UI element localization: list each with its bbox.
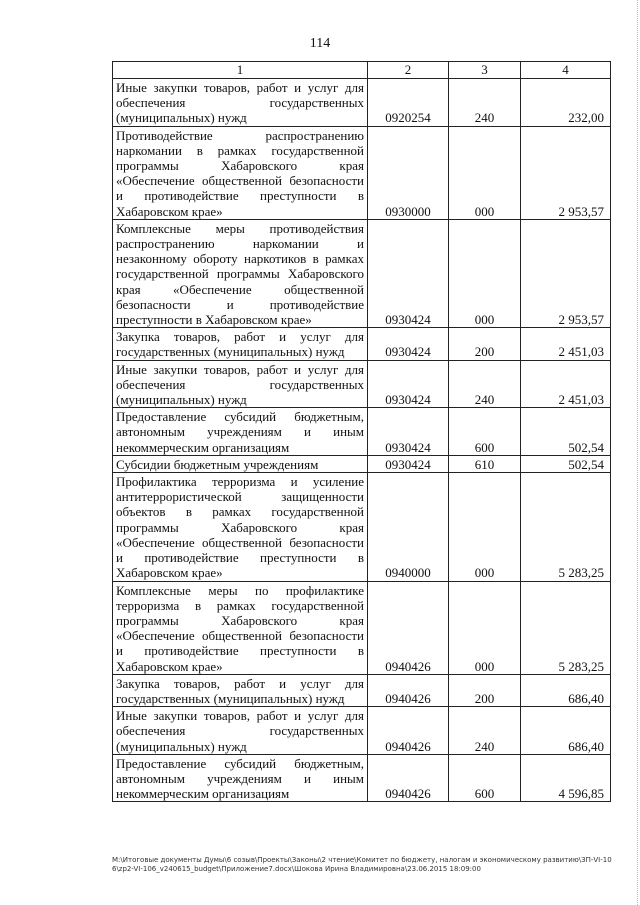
row-code-cell: 0930424 — [368, 219, 449, 327]
row-name-cell: Предоставление субсидий бюджетным, автономным учреждениям и иным некоммерческим организациям — [113, 408, 368, 456]
row-code-cell: 0940426 — [368, 707, 449, 755]
row-name-cell: Иные закупки товаров, работ и услуг для обеспечения государственных (муниципальных) нужд — [113, 707, 368, 755]
row-code-cell: 0940426 — [368, 674, 449, 706]
row-type-cell: 000 — [449, 219, 521, 327]
table-row — [113, 328, 611, 360]
row-name-cell: Иные закупки товаров, работ и услуг для обеспечения государственных (муниципальных) нужд — [113, 79, 368, 127]
row-type-cell: 240 — [449, 360, 521, 408]
row-type-cell: 000 — [449, 126, 521, 219]
row-type-cell: 000 — [449, 473, 521, 581]
row-amount-cell: 2 953,57 — [521, 219, 611, 327]
row-code-cell: 0940426 — [368, 754, 449, 802]
row-name-cell: Субсидии бюджетным учреждениям — [113, 455, 368, 472]
table-row — [113, 455, 611, 472]
table-row — [113, 674, 611, 706]
row-type-cell: 200 — [449, 674, 521, 706]
header-cell-name: 1 — [113, 62, 368, 79]
row-amount-cell: 5 283,25 — [521, 473, 611, 581]
row-amount-cell: 502,54 — [521, 408, 611, 456]
row-code-cell: 0930000 — [368, 126, 449, 219]
row-code-cell: 0930424 — [368, 408, 449, 456]
row-amount-cell: 686,40 — [521, 707, 611, 755]
table-row — [113, 79, 611, 127]
row-amount-cell: 686,40 — [521, 674, 611, 706]
table-row — [113, 581, 611, 674]
table-row — [113, 126, 611, 219]
table-row — [113, 219, 611, 327]
page-number: 114 — [309, 36, 331, 51]
row-code-cell: 0920254 — [368, 79, 449, 127]
table-row — [113, 408, 611, 456]
header-cell-amount: 4 — [521, 62, 611, 79]
row-code-cell: 0930424 — [368, 328, 449, 360]
row-amount-cell: 2 953,57 — [521, 126, 611, 219]
budget-table — [112, 61, 611, 802]
table-row — [113, 754, 611, 802]
scan-edge — [634, 0, 638, 905]
table-header-row — [113, 62, 611, 79]
row-name-cell: Предоставление субсидий бюджетным, автономным учреждениям и иным некоммерческим организациям — [113, 754, 368, 802]
document-path-footer: M:\Итоговые документы Думы\6 созыв\Проекты\Законы\2 чтение\Комитет по бюджету, налогам и экономическому развитию\ЗП-VI-106\zp2-VI-106_v240615_budget\Приложение7.docx\Шокова Ирина Владимировна\23.06.2015 18:09:00 — [112, 856, 612, 873]
table-row — [113, 360, 611, 408]
row-name-cell: Комплексные меры по профилактике терроризма в рамках государственной программы Хабаровского края «Обеспечение общественной безопасности и противодействие преступности в Хабаровском крае» — [113, 581, 368, 674]
row-code-cell: 0930424 — [368, 360, 449, 408]
row-type-cell: 000 — [449, 581, 521, 674]
row-amount-cell: 5 283,25 — [521, 581, 611, 674]
row-code-cell: 0940000 — [368, 473, 449, 581]
row-amount-cell: 502,54 — [521, 455, 611, 472]
row-type-cell: 240 — [449, 707, 521, 755]
table-row — [113, 707, 611, 755]
row-amount-cell: 4 596,85 — [521, 754, 611, 802]
header-cell-code: 2 — [368, 62, 449, 79]
row-code-cell: 0940426 — [368, 581, 449, 674]
row-code-cell: 0930424 — [368, 455, 449, 472]
row-type-cell: 240 — [449, 79, 521, 127]
row-name-cell: Противодействие распространению наркомании в рамках государственной программы Хабаровского края «Обеспечение общественной безопасности и противодействие преступности в Хабаровском крае» — [113, 126, 368, 219]
row-type-cell: 600 — [449, 408, 521, 456]
row-name-cell: Комплексные меры противодействия распространению наркомании и незаконному обороту наркотиков в рамках государственной программы Хабаровского края «Обеспечение общественной безопасности и противодействие преступности в Хабаровском крае» — [113, 219, 368, 327]
row-name-cell: Иные закупки товаров, работ и услуг для обеспечения государственных (муниципальных) нужд — [113, 360, 368, 408]
header-cell-type: 3 — [449, 62, 521, 79]
row-name-cell: Профилактика терроризма и усиление антитеррористической защищенности объектов в рамках государственной программы Хабаровского края «Обеспечение общественной безопасности и противодействие преступности в Хабаровском крае» — [113, 473, 368, 581]
row-type-cell: 200 — [449, 328, 521, 360]
table-row — [113, 473, 611, 581]
row-amount-cell: 232,00 — [521, 79, 611, 127]
row-name-cell: Закупка товаров, работ и услуг для государственных (муниципальных) нужд — [113, 674, 368, 706]
row-name-cell: Закупка товаров, работ и услуг для государственных (муниципальных) нужд — [113, 328, 368, 360]
row-amount-cell: 2 451,03 — [521, 360, 611, 408]
row-type-cell: 610 — [449, 455, 521, 472]
row-type-cell: 600 — [449, 754, 521, 802]
row-amount-cell: 2 451,03 — [521, 328, 611, 360]
